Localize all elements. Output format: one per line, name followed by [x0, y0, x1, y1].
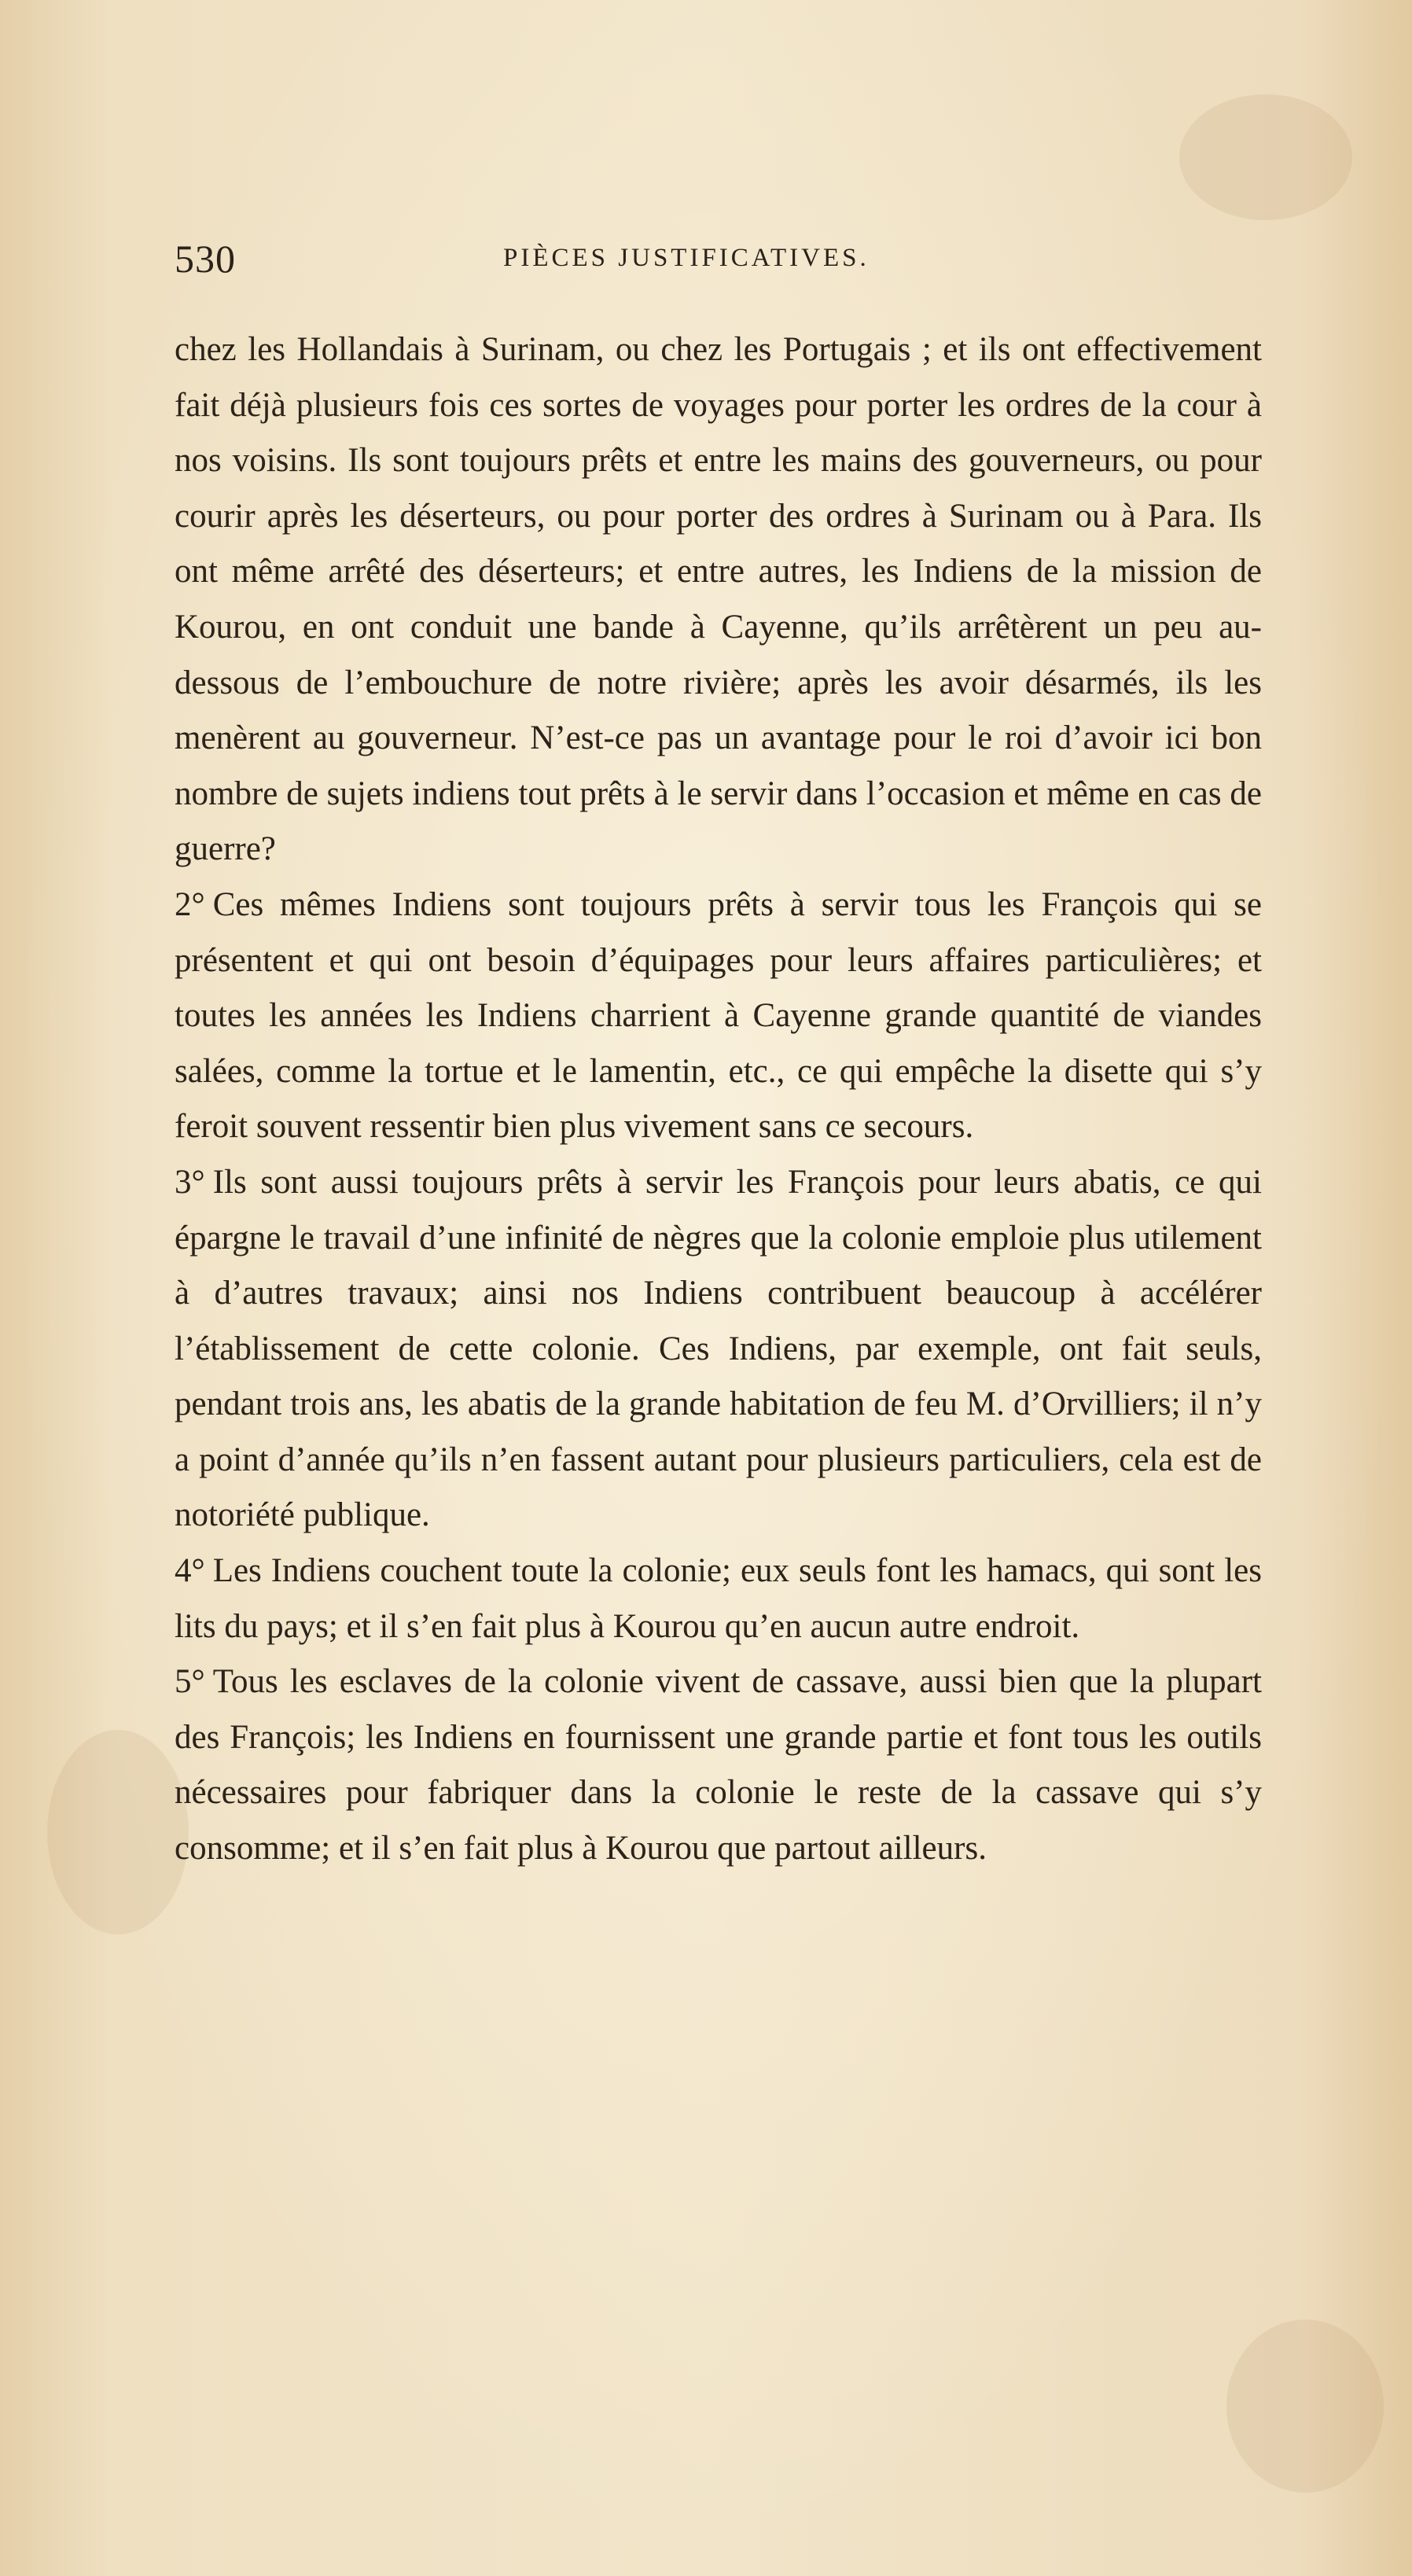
numbered-paragraph [175, 1544, 1262, 1654]
page-number: 530 [175, 237, 236, 281]
paragraph-text: Ils sont aussi toujours prêts à servir les François pour leurs abatis, ce qui épargne le travail d’une infinité de nègres que la colonie emploie plus utilement à d’autres travaux; ainsi nos Indiens contribuent beaucoup à accélérer l’établissement de cette colonie. Ces Indiens, par exemple, ont fait seuls, pendant trois ans, les abatis de la grande habitation de feu M. d’Orvilliers; il n’y a point d’année qu’ils n’en fassent autant pour plusieurs particuliers, cela est de notoriété publique. [175, 1163, 1262, 1534]
running-head: PIÈCES JUSTIFICATIVES. [503, 244, 870, 272]
body-text [175, 322, 1262, 1877]
paragraph-text: Tous les esclaves de la colonie vivent de cassave, aussi bien que la plupart des François; les Indiens en fournissent une grande partie et font tous les outils nécessaires pour fabriquer dans la colonie le reste de la cassave qui s’y consomme; et il s’en fait plus à Kourou que partout ailleurs. [175, 1663, 1262, 1868]
paragraph [175, 322, 1262, 878]
paragraph-number: 5° [175, 1663, 205, 1701]
paragraph-text: Ces mêmes Indiens sont toujours prêts à servir tous les François qui se présentent et qui ont besoin d’équipages pour leurs affaires particulières; et toutes les années les Indiens charrient à Cayenne grande quantité de viandes salées, comme la tortue et le lamentin, etc., ce qui empêche la disette qui s’y feroit souvent ressentir bien plus vivement sans ce secours. [175, 885, 1262, 1146]
paragraph-number: 2° [175, 885, 205, 923]
paragraph-text: Les Indiens couchent toute la colonie; eux seuls font les hamacs, qui sont les lits du pays; et il s’en fait plus à Kourou qu’en aucun autre endroit. [175, 1552, 1262, 1645]
paragraph-number: 3° [175, 1163, 205, 1201]
paper-stain [47, 1730, 189, 1934]
numbered-paragraph [175, 1155, 1262, 1544]
paragraph-text: chez les Hollandais à Surinam, ou chez les Portugais ; et ils ont effectivement fait déjà plusieurs fois ces sortes de voyages pour porter les ordres de la cour à nos voisins. Ils sont toujours prêts et entre les mains des gouverneurs, ou pour courir après les déserteurs, ou pour porter des ordres à Surinam ou à Para. Ils ont même arrêté des déserteurs; et entre autres, les Indiens de la mission de Kourou, en ont conduit une bande à Cayenne, qu’ils arrêtèrent un peu au-dessous de l’embouchure de notre rivière; après les avoir désarmés, ils les menèrent au gouverneur. N’est-ce pas un avantage pour le roi d’avoir ici bon nombre de sujets indiens tout prêts à le servir dans l’occasion et même en cas de guerre? [175, 331, 1262, 868]
numbered-paragraph [175, 878, 1262, 1155]
paragraph-number: 4° [175, 1552, 205, 1590]
paper-stain [1226, 2320, 1384, 2493]
page-header [175, 236, 1275, 283]
numbered-paragraph [175, 1654, 1262, 1876]
paper-stain [1179, 94, 1352, 220]
